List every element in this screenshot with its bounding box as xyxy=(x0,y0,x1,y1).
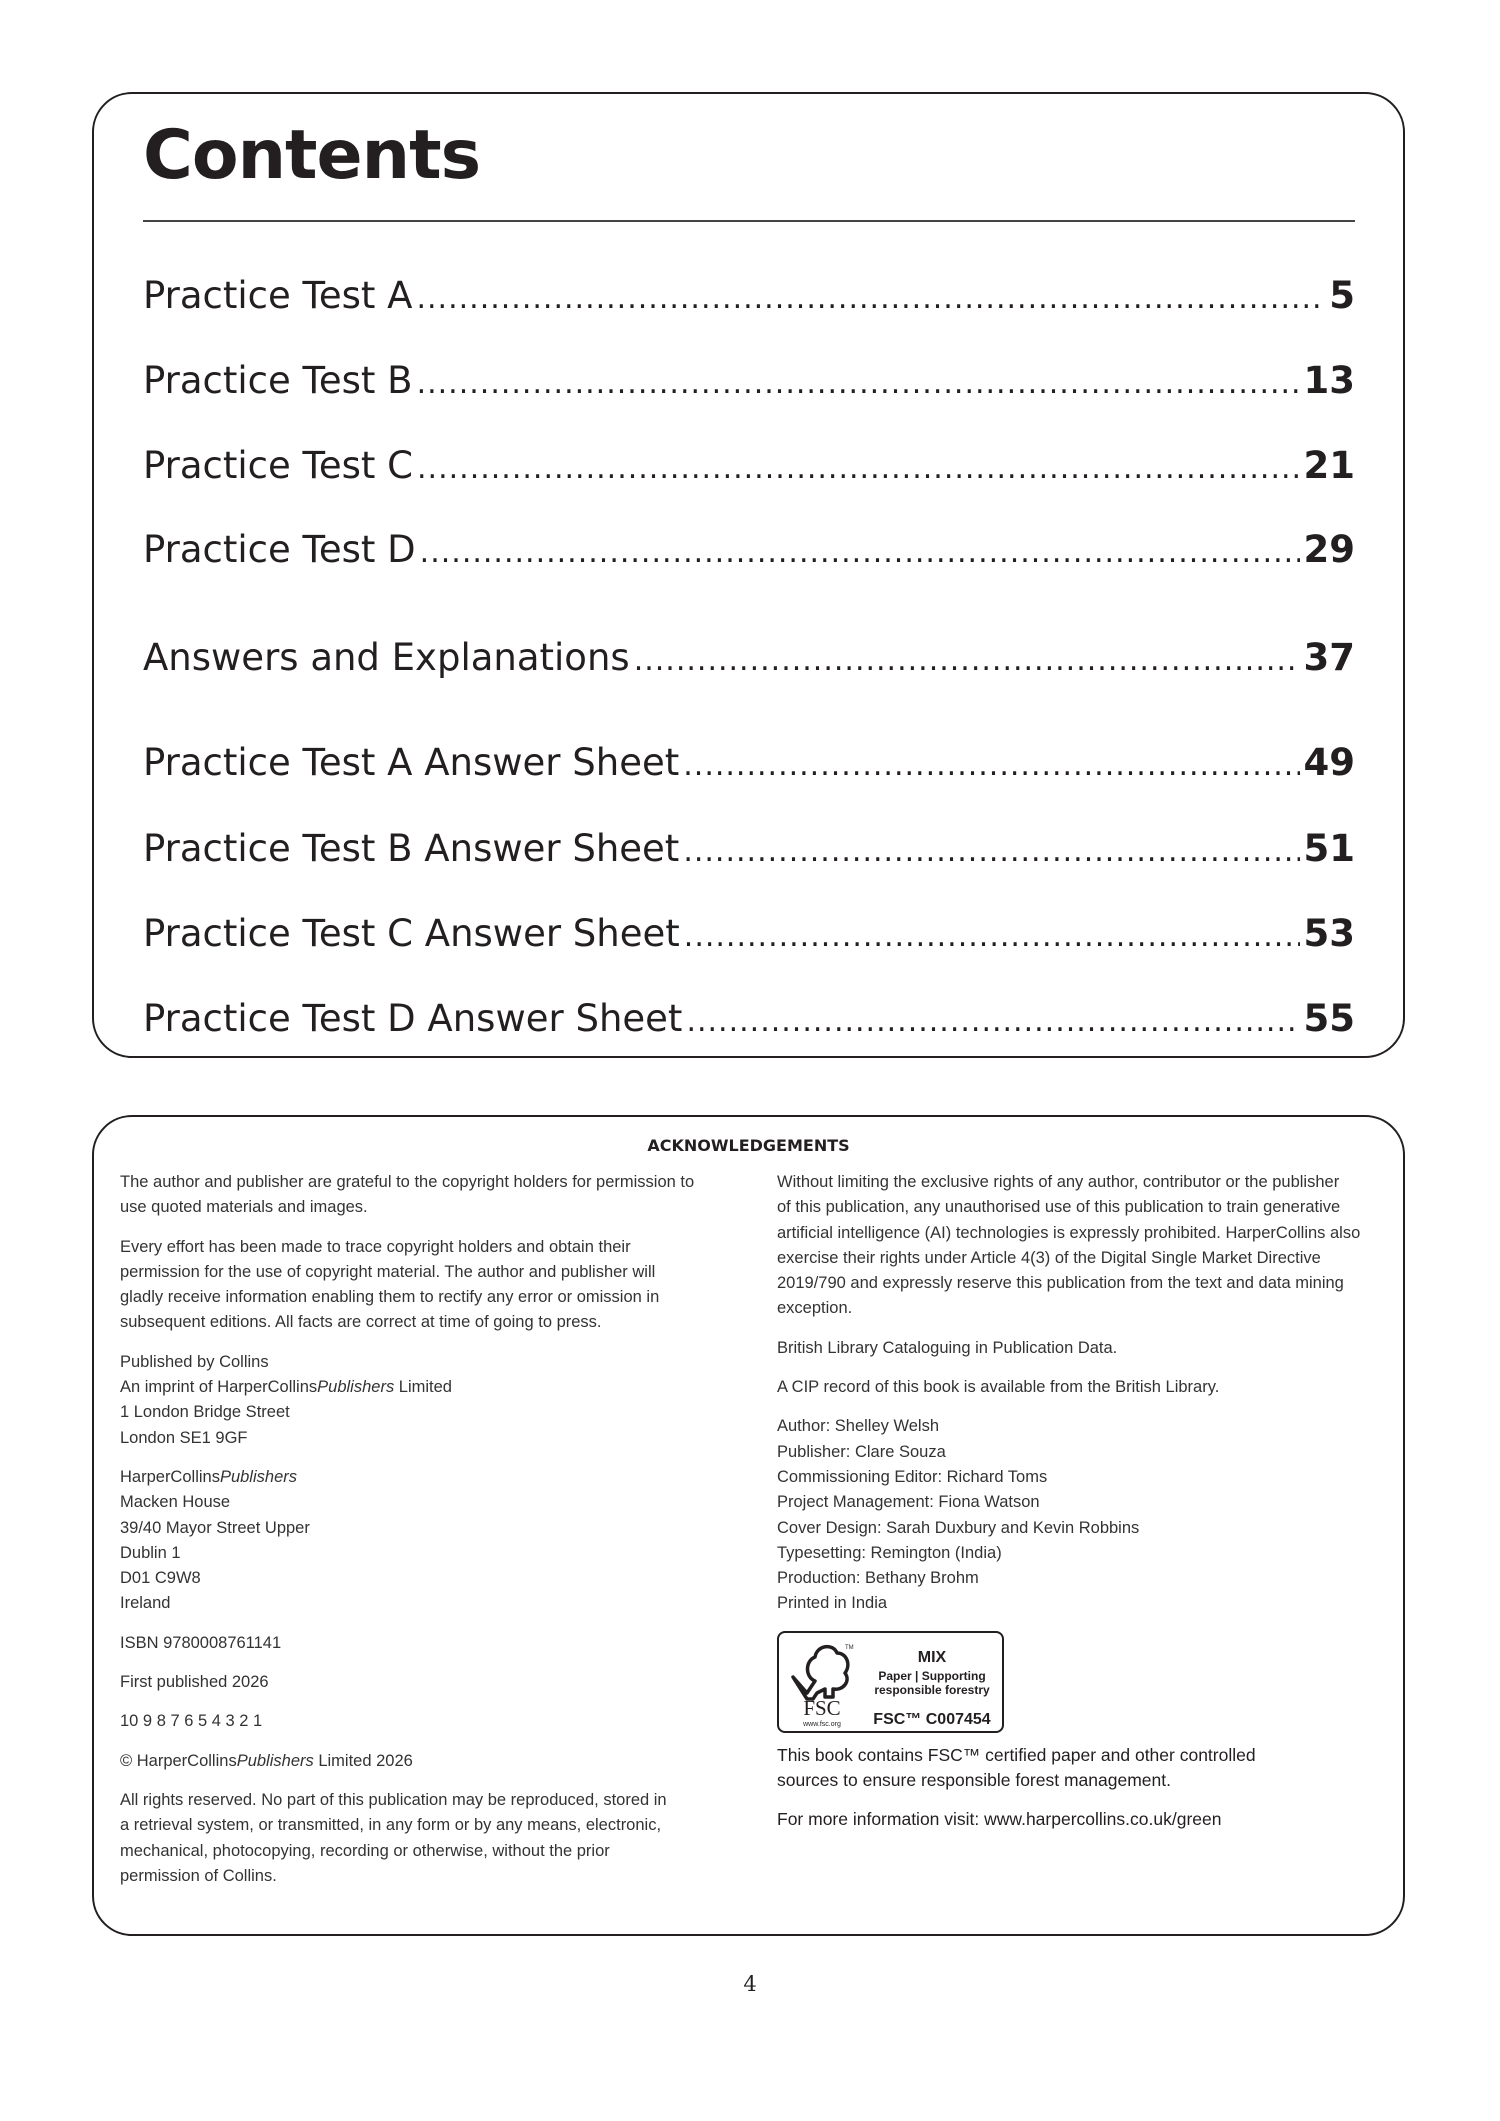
rights-paragraph xyxy=(120,1788,740,1889)
dublin-address xyxy=(120,1465,740,1617)
text-line: permission of Collins. xyxy=(120,1866,277,1885)
fsc-mix: MIX xyxy=(917,1648,947,1666)
acknowledgements-right-column xyxy=(777,1170,1397,1846)
toc-entry-label: Answers and Explanations xyxy=(143,636,630,679)
text-span: An imprint of HarperCollins xyxy=(120,1378,318,1397)
text-line: of this publication, any unauthorised use of this publication to train generative xyxy=(777,1198,1341,1217)
acknowledgements-left-column xyxy=(120,1170,740,1903)
first-published: First published 2026 xyxy=(120,1673,269,1692)
text-line: exception. xyxy=(777,1299,853,1318)
text-line: 2019/790 and expressly reserve this publication from the text and data mining xyxy=(777,1274,1344,1293)
toc-entry-page: 55 xyxy=(1303,997,1355,1040)
toc-entry-page: 21 xyxy=(1303,444,1355,487)
text-span: Limited 2026 xyxy=(313,1751,413,1770)
credit-line: Author: Shelley Welsh xyxy=(777,1417,940,1436)
text-span-italic: Publishers xyxy=(236,1751,314,1770)
toc-entry[interactable] xyxy=(143,358,1355,407)
text-line: permission for the use of copyright material. The author and publisher will xyxy=(120,1262,656,1281)
toc-entry-page: 53 xyxy=(1303,912,1355,955)
text-line xyxy=(120,1375,740,1400)
text-line: mechanical, photocopying, recording or otherwise, without the prior xyxy=(120,1841,610,1860)
toc-entry[interactable] xyxy=(143,740,1355,789)
dot-leader xyxy=(686,999,1299,1045)
effort-paragraph xyxy=(120,1235,740,1336)
credit-line: Production: Bethany Brohm xyxy=(777,1569,979,1588)
dot-leader xyxy=(420,530,1300,576)
text-line: Macken House xyxy=(120,1493,231,1512)
toc-entry-label: Practice Test C xyxy=(143,444,414,487)
toc-entry[interactable] xyxy=(143,911,1355,960)
toc-entry-label: Practice Test D Answer Sheet xyxy=(143,997,683,1040)
toc-entry-page: 29 xyxy=(1303,528,1355,571)
toc-entry[interactable] xyxy=(143,826,1355,875)
toc-entry[interactable] xyxy=(143,527,1355,576)
text-line: Without limiting the exclusive rights of any author, contributor or the publisher xyxy=(777,1173,1340,1191)
acknowledgements-heading: ACKNOWLEDGEMENTS xyxy=(647,1136,850,1155)
toc-entry[interactable] xyxy=(143,273,1355,322)
text-line: subsequent editions. All facts are correct at time of going to press. xyxy=(120,1313,602,1332)
permission-paragraph xyxy=(120,1170,740,1221)
fsc-description xyxy=(863,1669,1001,1697)
fsc-note xyxy=(777,1743,1397,1793)
text-line: 1 London Bridge Street xyxy=(120,1403,290,1422)
text-line: exercise their rights under Article 4(3) of the Digital Single Market Directive xyxy=(777,1248,1321,1267)
toc-entry-page: 37 xyxy=(1303,636,1355,679)
fsc-logo-url: www.fsc.org xyxy=(803,1720,841,1728)
text-line: Every effort has been made to trace copyright holders and obtain their xyxy=(120,1237,631,1256)
fsc-logo-text: FSC xyxy=(803,1695,841,1720)
credit-line: Cover Design: Sarah Duxbury and Kevin Robbins xyxy=(777,1518,1140,1537)
isbn: ISBN 9780008761141 xyxy=(120,1633,282,1652)
credit-line: Project Management: Fiona Watson xyxy=(777,1493,1040,1512)
text-line: artificial intelligence (AI) technologies is expressly prohibited. HarperCollins also xyxy=(777,1223,1361,1242)
credit-line: Printed in India xyxy=(777,1594,888,1613)
text-span: HarperCollins xyxy=(120,1467,220,1486)
toc-entry-label: Practice Test D xyxy=(143,528,416,571)
credits xyxy=(777,1414,1397,1616)
fsc-tree-icon xyxy=(787,1637,857,1729)
toc-entry[interactable] xyxy=(143,996,1355,1045)
dot-leader xyxy=(416,276,1325,322)
toc-entry-page: 13 xyxy=(1303,359,1355,402)
text-line: Ireland xyxy=(120,1594,171,1613)
credit-line: Commissioning Editor: Richard Toms xyxy=(777,1467,1048,1486)
text-line xyxy=(120,1465,740,1490)
text-span-italic: Publishers xyxy=(317,1378,395,1397)
svg-text:TM: TM xyxy=(845,1644,854,1651)
title-divider xyxy=(143,220,1355,222)
more-info-link: For more information visit: www.harpercollins.co.uk/green xyxy=(777,1808,1222,1829)
dot-leader xyxy=(417,361,1300,407)
dot-leader xyxy=(417,446,1299,492)
publisher-address xyxy=(120,1350,740,1451)
text-line: use quoted materials and images. xyxy=(120,1198,368,1217)
dot-leader xyxy=(634,638,1300,684)
toc-entry-page: 49 xyxy=(1303,741,1355,784)
text-line: Dublin 1 xyxy=(120,1543,181,1562)
text-line: gladly receive information enabling them to rectify any error or omission in xyxy=(120,1288,660,1307)
text-line: Published by Collins xyxy=(120,1352,269,1371)
text-span-italic: Publishers xyxy=(219,1467,297,1486)
toc-entry-label: Practice Test A xyxy=(143,274,413,317)
ai-rights-paragraph xyxy=(777,1170,1397,1322)
toc-entry-page: 51 xyxy=(1303,827,1355,870)
credit-line: Publisher: Clare Souza xyxy=(777,1442,946,1461)
fsc-label xyxy=(777,1631,1004,1733)
text-line: responsible forestry xyxy=(874,1682,990,1697)
dot-leader xyxy=(683,743,1299,789)
text-line: a retrieval system, or transmitted, in any form or by any means, electronic, xyxy=(120,1816,662,1835)
toc-entry-label: Practice Test B Answer Sheet xyxy=(143,827,680,870)
page-number: 4 xyxy=(743,1972,757,1996)
toc-entry[interactable] xyxy=(143,635,1355,684)
text-line: Paper | Supporting xyxy=(878,1668,986,1683)
text-line: sources to ensure responsible forest management. xyxy=(777,1769,1171,1790)
toc-entry-label: Practice Test B xyxy=(143,359,413,402)
toc-entry-label: Practice Test C Answer Sheet xyxy=(143,912,680,955)
text-line: 39/40 Mayor Street Upper xyxy=(120,1518,310,1537)
text-line: This book contains FSC™ certified paper and other controlled xyxy=(777,1744,1256,1765)
text-line: The author and publisher are grateful to the copyright holders for permission to xyxy=(120,1173,695,1191)
credit-line: Typesetting: Remington (India) xyxy=(777,1543,1002,1562)
cip-line: A CIP record of this book is available from the British Library. xyxy=(777,1378,1220,1397)
text-line: London SE1 9GF xyxy=(120,1428,248,1447)
toc-entry-page: 5 xyxy=(1329,274,1355,317)
toc-entry[interactable] xyxy=(143,443,1355,492)
text-line: D01 C9W8 xyxy=(120,1569,201,1588)
print-line: 10 9 8 7 6 5 4 3 2 1 xyxy=(120,1712,263,1731)
dot-leader xyxy=(683,829,1299,875)
text-span: © HarperCollins xyxy=(120,1751,237,1770)
cataloguing-line: British Library Cataloguing in Publication Data. xyxy=(777,1338,1118,1357)
dot-leader xyxy=(684,914,1300,960)
page-title: Contents xyxy=(143,116,481,195)
text-line: All rights reserved. No part of this publication may be reproduced, stored in xyxy=(120,1790,667,1809)
toc-entry-label: Practice Test A Answer Sheet xyxy=(143,741,680,784)
text-span: Limited xyxy=(394,1378,452,1397)
copyright-line xyxy=(120,1749,740,1774)
fsc-code: FSC™ C007454 xyxy=(873,1710,991,1728)
